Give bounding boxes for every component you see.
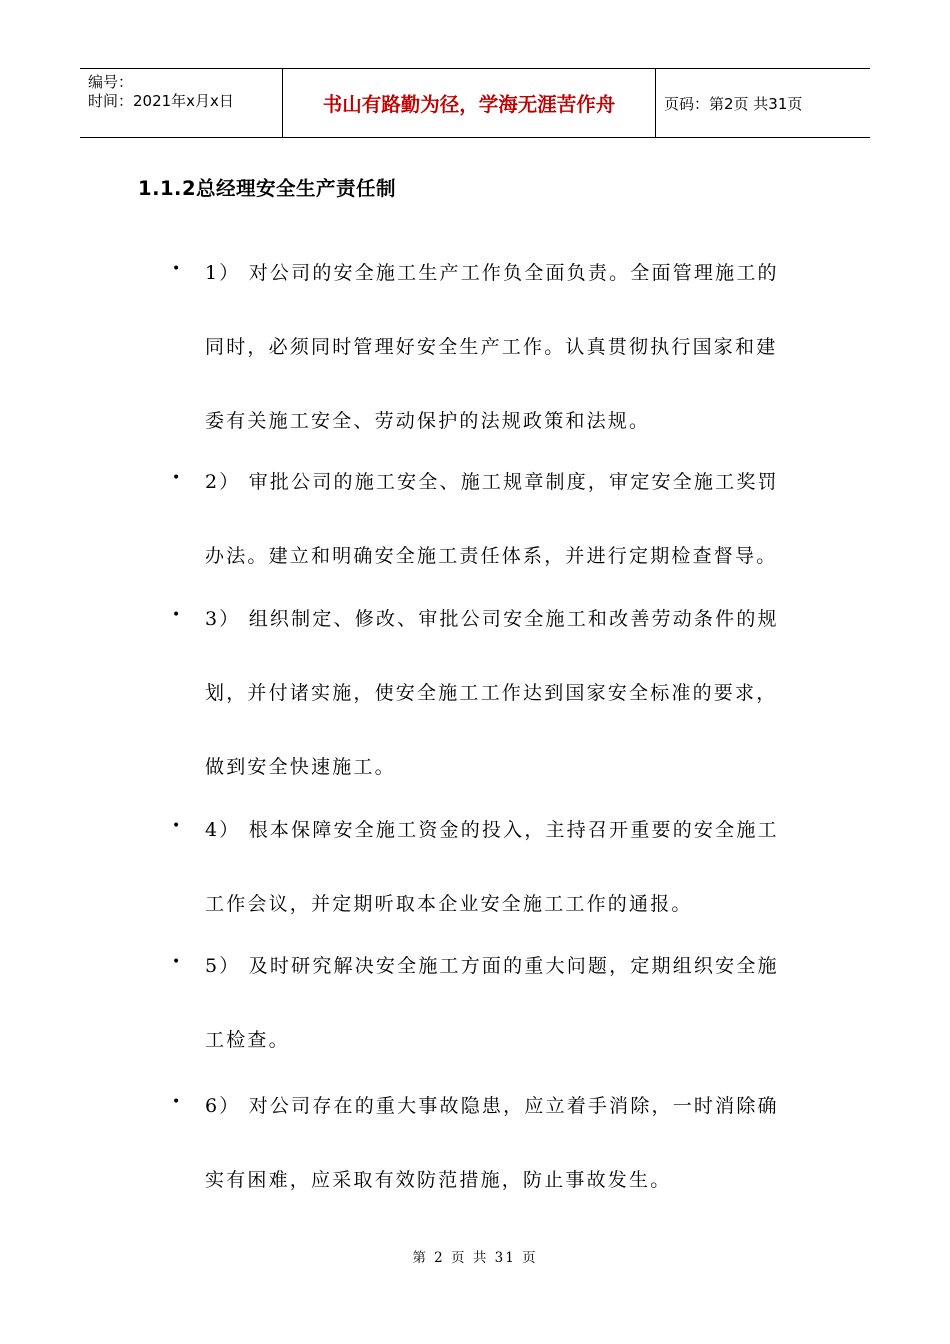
list-item-line: 1） 对公司的安全施工生产工作负全面负责。全面管理施工的 [205, 262, 779, 284]
page-footer: 第 2 页 共 31 页 [412, 1250, 538, 1266]
header-meta [80, 69, 282, 137]
date-label: 时间：2021年x月x日 [88, 92, 234, 110]
list-item-line: 划，并付诸实施，使安全施工工作达到国家安全标准的要求， [205, 682, 778, 704]
list-item-line: 5） 及时研究解决安全施工方面的重大问题，定期组织安全施 [205, 955, 779, 977]
header-motto: 书山有路勤为径，学海无涯苦作舟 [282, 69, 656, 137]
list-bullet: • [172, 818, 181, 834]
list-item-line: 同时，必须同时管理好安全生产工作。认真贯彻执行国家和建 [205, 336, 778, 358]
section-heading: 1.1.2总经理安全生产责任制 [138, 177, 397, 200]
list-item-line: 工检查。 [205, 1029, 290, 1051]
list-item-line: 办法。建立和明确安全施工责任体系，并进行定期检查督导。 [205, 545, 778, 567]
list-item-line: 3） 组织制定、修改、审批公司安全施工和改善劳动条件的规 [205, 608, 779, 630]
list-bullet: • [172, 261, 181, 277]
list-bullet: • [172, 1094, 181, 1110]
header-page-info: 页码：第2页 共31页 [664, 94, 803, 113]
list-item-line: 6） 对公司存在的重大事故隐患，应立着手消除，一时消除确 [205, 1095, 779, 1117]
list-bullet: • [172, 607, 181, 623]
number-label: 编号： [88, 73, 134, 91]
list-item-line: 2） 审批公司的施工安全、施工规章制度，审定安全施工奖罚 [205, 471, 779, 493]
list-item-line: 4） 根本保障安全施工资金的投入，主持召开重要的安全施工 [205, 819, 779, 841]
list-item-line: 实有困难，应采取有效防范措施，防止事故发生。 [205, 1169, 672, 1191]
list-bullet: • [172, 470, 181, 486]
list-bullet: • [172, 954, 181, 970]
list-item-line: 做到安全快速施工。 [205, 756, 396, 778]
list-item-line: 委有关施工安全、劳动保护的法规政策和法规。 [205, 410, 651, 432]
list-item-line: 工作会议，并定期听取本企业安全施工工作的通报。 [205, 893, 693, 915]
page-header [80, 68, 870, 138]
